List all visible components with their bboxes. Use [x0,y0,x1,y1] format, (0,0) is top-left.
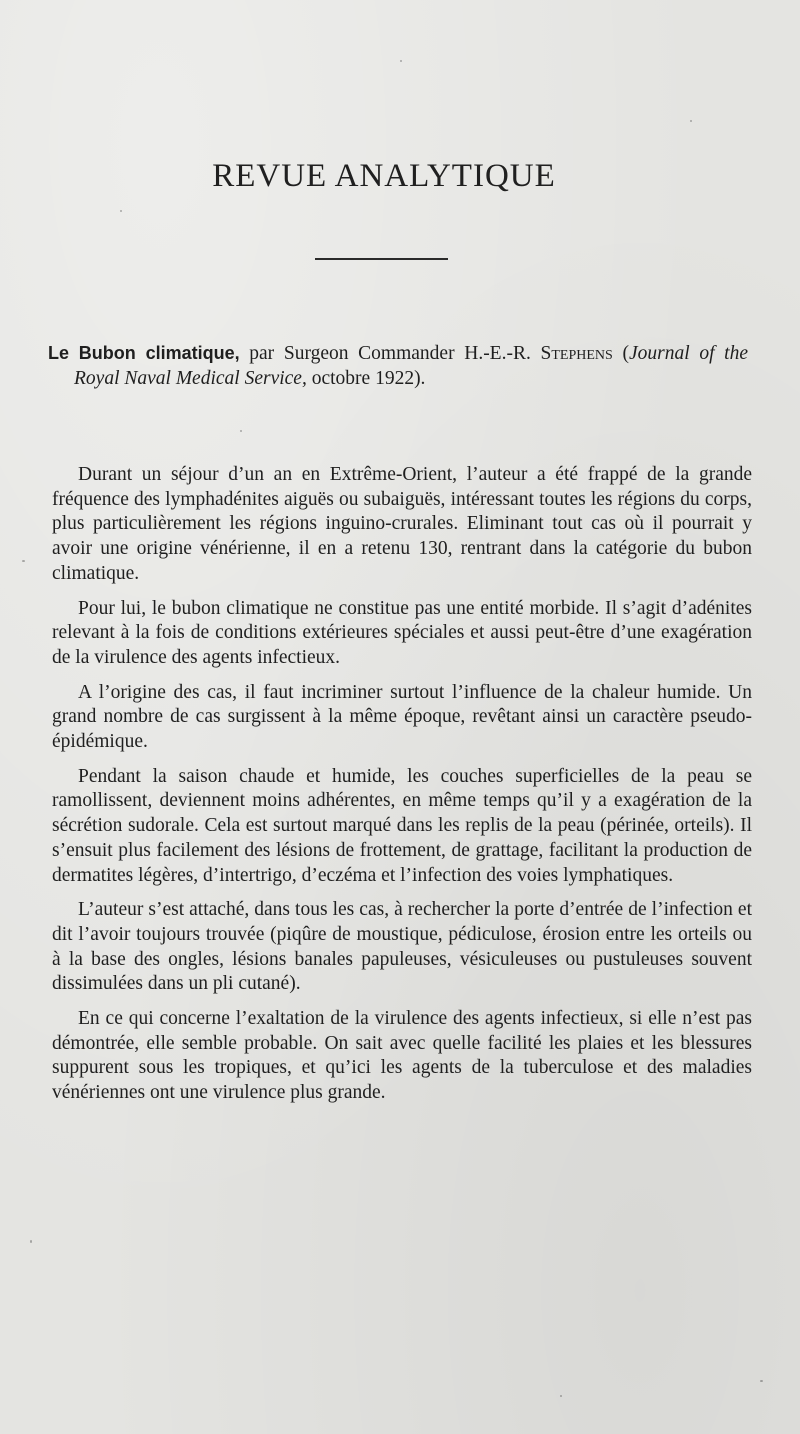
paper-speck [690,120,692,122]
article-reference [48,341,748,391]
article-title: Le Bubon climatique, [48,343,240,363]
paper-speck [400,60,402,62]
paragraph: L’auteur s’est attaché, dans tous les cas, à rechercher la porte d’entrée de l’infection et dit l’avoir toujours trouvée (piqûre de moustique, pédiculose, érosion entre les orteils ou à la base des ongles, lésions banales papuleuses, vésiculeuses ou pustuleuses souvent dissimulées dans un pli cutané). [52,899,752,995]
article-author: Stephens [540,343,613,364]
paper-speck [30,1240,32,1243]
paper-speck [240,430,242,432]
paper-speck [22,560,25,562]
journal-open-paren: ( [622,343,629,364]
paragraph: A l’origine des cas, il faut incriminer surtout l’influence de la chaleur humide. Un grand nombre de cas surgissent à la même époque, revêtant ainsi un caractère pseudo-épidémique. [52,681,752,753]
paragraph: Pendant la saison chaude et humide, les couches superficielles de la peau se ramollissent, deviennent moins adhérentes, en même temps qu’il y a exagération de la sécrétion sudorale. Cela est surtout marqué dans les replis de la peau (périnée, orteils). Il s’ensuit plus facilement des lésions de frottement, de grattage, facilitant la production de dermatites légères, d’intertrigo, d’eczéma et l’infection des voies lymphatiques. [52,765,752,886]
title-rule [315,258,448,260]
journal-name: Journal of the Royal Naval Medical Service, [74,343,748,389]
paragraph: Pour lui, le bubon climatique ne constitue pas une entité morbide. Il s’agit d’adénites relevant à la fois de conditions extérieures spéciales et aussi peut-être d’une exagération de la virulence des agents infectieux. [52,597,752,668]
paper-speck [120,210,122,212]
article-body [52,463,752,1116]
publication-date: octobre 1922). [311,367,426,389]
article-author-prefix: par Surgeon Commander H.-E.-R. [249,343,531,364]
page-title: REVUE ANALYTIQUE [212,158,556,194]
paragraph: Durant un séjour d’un an en Extrême-Orient, l’auteur a été frappé de la grande fréquence des lymphadénites aiguës ou subaiguës, intéressant toutes les régions du corps, plus particulièrement les régions inguino-crurales. Eliminant tout cas où il pourrait y avoir une origine vénérienne, il en a retenu 130, rentrant dans la catégorie du bubon climatique. [52,464,752,584]
paper-speck [560,1395,562,1397]
paper-speck [760,1380,763,1382]
paragraph: En ce qui concerne l’exaltation de la virulence des agents infectieux, si elle n’est pas démontrée, elle semble probable. On sait avec quelle facilité les plaies et les blessures suppurent sous les tropiques, et qu’ici les agents de la tuberculose et des maladies vénériennes ont une virulence plus grande. [52,1008,752,1104]
